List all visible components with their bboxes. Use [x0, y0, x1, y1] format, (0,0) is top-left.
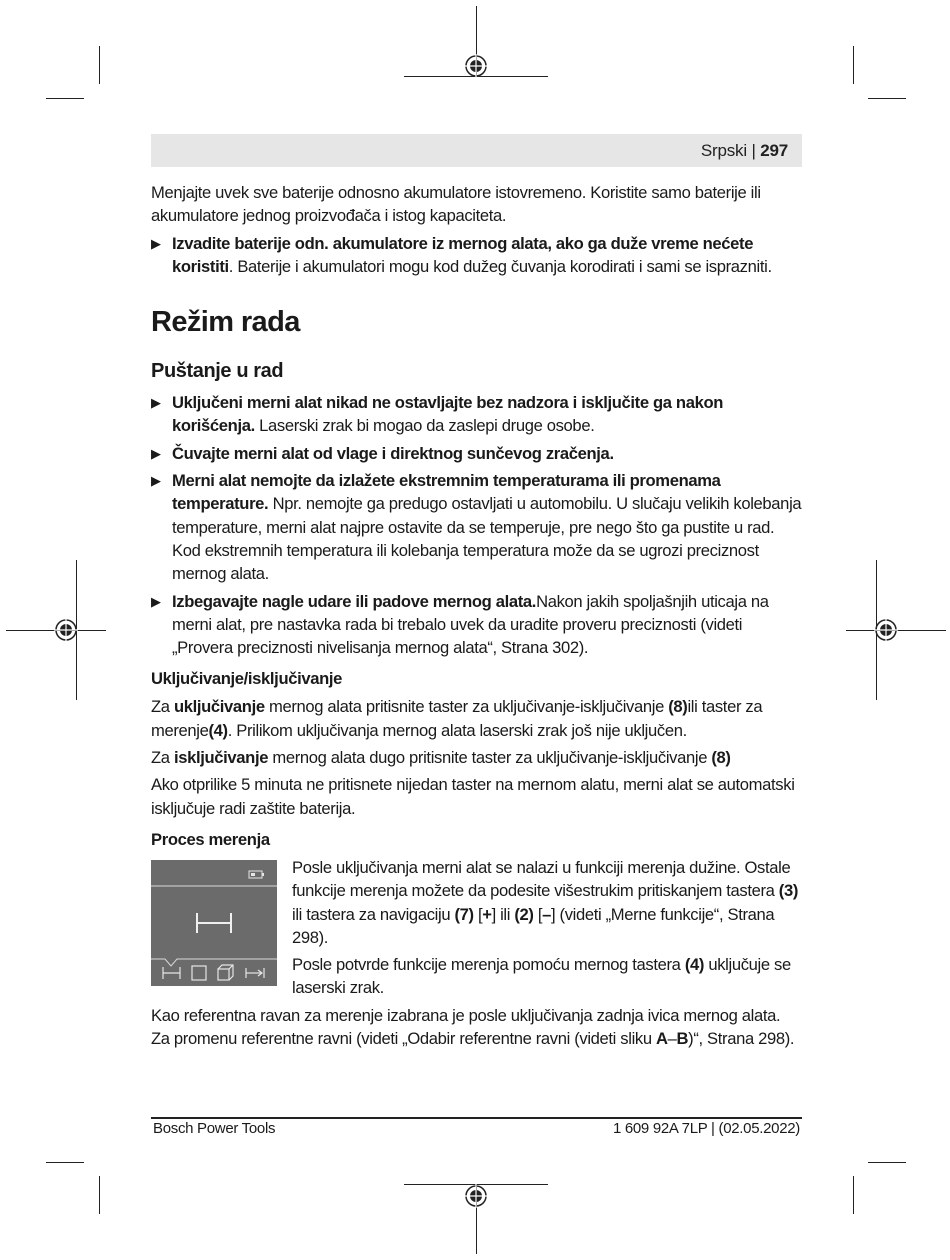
- section-title: Režim rada: [151, 306, 300, 339]
- paragraph: Kao referentna ravan za merenje izabrana je posle uključivanja zadnja ivica mernog alata.: [151, 1005, 781, 1025]
- list-item: [151, 232, 803, 279]
- header-text: [701, 141, 788, 161]
- process-text: [292, 856, 803, 1000]
- page-header: [151, 134, 802, 167]
- bullet-bold-text: Merni alat nemojte da izlažete ekstremnim temperaturama ili promenama temperature.: [172, 471, 721, 514]
- minor-heading: Proces merenja: [151, 829, 270, 849]
- process-block: [151, 856, 803, 1000]
- registration-mark-icon: [54, 618, 78, 642]
- bullet-bold-text: Izvadite baterije odn. akumulatore iz mernog alata, ako ga duže vreme nećete koristiti: [172, 233, 754, 276]
- list-item: [151, 442, 803, 465]
- list-item: [151, 590, 803, 660]
- subsection-title: Puštanje u rad: [151, 360, 284, 383]
- page-number: 297: [760, 141, 788, 160]
- bullet-text: . Baterije i akumulatori mogu kod dužeg čuvanja korodirati i sami se isprazniti.: [228, 256, 772, 276]
- footer-doc-id: 1 609 92A 7LP | (02.05.2022): [612, 1120, 800, 1137]
- bullet-text: Laserski zrak bi mogao da zaslepi druge osobe.: [254, 416, 595, 436]
- bullet-bold-text: Uključeni merni alat nikad ne ostavljajte bez nadzora i isključite ga nakon korišćenja.: [172, 393, 724, 436]
- list-item: [151, 391, 803, 438]
- paragraph: Za promenu referentne ravni (videti „Odabir referentne ravni (videti sliku A–B)“, Strana 298).: [151, 1029, 795, 1049]
- registration-mark-icon: [874, 618, 898, 642]
- bullet-arrow-icon: ▶: [151, 235, 161, 251]
- bullet-text: Npr. nemojte ga predugo ostavljati u automobilu. U slučaju velikih kolebanja temperature, merni alat najpre ostavite da se temperuje, pre nego što ga pustite u rad. Kod ekstremnih temperatura ili kolebanja temperatura može da se ugrozi preciznost mernog alata.: [172, 494, 802, 584]
- paragraph: Posle uključivanja merni alat se nalazi u funkciji merenja dužine. Ostale funkcije merenja možete da podesite višestrukim pritiskanjem tastera (3) ili tastera za navigaciju (7) [+] ili (2) [–] (videti „Merne funkcije“, Strana 298).: [292, 857, 799, 947]
- bullet-bold-text: Izbegavajte nagle udare ili padove mernog alata.: [172, 591, 537, 611]
- intro-paragraph: Menjajte uvek sve baterije odnosno akumulatore istovremeno. Koristite samo baterije ili akumulatore jednog proizvođača i istog kapaciteta.: [151, 183, 761, 226]
- bullet-bold-text: Čuvajte merni alat od vlage i direktnog sunčevog zračenja.: [172, 443, 614, 463]
- registration-mark-icon: [464, 54, 488, 78]
- footer-divider: [151, 1117, 802, 1119]
- paragraph: Ako otprilike 5 minuta ne pritisnete nijedan taster na mernom alatu, merni alat se automatski isključuje radi zaštite baterija.: [151, 775, 795, 818]
- header-separator: |: [751, 141, 756, 160]
- bullet-arrow-icon: ▶: [151, 395, 161, 411]
- paragraph: Posle potvrde funkcije merenja pomoću mernog tastera (4) uključuje se laserski zrak.: [292, 955, 791, 998]
- header-language: Srpski: [700, 141, 747, 160]
- registration-mark-icon: [464, 1184, 488, 1208]
- bullet-text: Nakon jakih spoljašnjih uticaja na merni alat, pre nastavka rada bi trebalo uvek da uradite proveru preciznosti (videti „Provera preciznosti nivelisanja mernog alata“, Strana 302).: [172, 591, 769, 658]
- bullet-arrow-icon: ▶: [151, 593, 161, 609]
- bullet-arrow-icon: ▶: [151, 473, 161, 489]
- device-display-illustration: [151, 860, 277, 986]
- bullet-arrow-icon: ▶: [151, 445, 161, 461]
- minor-heading: Uključivanje/isključivanje: [151, 669, 343, 689]
- page-content: [151, 181, 803, 1054]
- footer-brand: Bosch Power Tools: [153, 1120, 276, 1137]
- paragraph: Za uključivanje mernog alata pritisnite taster za uključivanje-isključivanje (8)ili taster za merenje(4). Prilikom uključivanja mernog alata laserski zrak još nije uključen.: [151, 697, 763, 740]
- list-item: [151, 469, 803, 585]
- paragraph: Za isključivanje mernog alata dugo pritisnite taster za uključivanje-isključivanje (8): [151, 748, 731, 768]
